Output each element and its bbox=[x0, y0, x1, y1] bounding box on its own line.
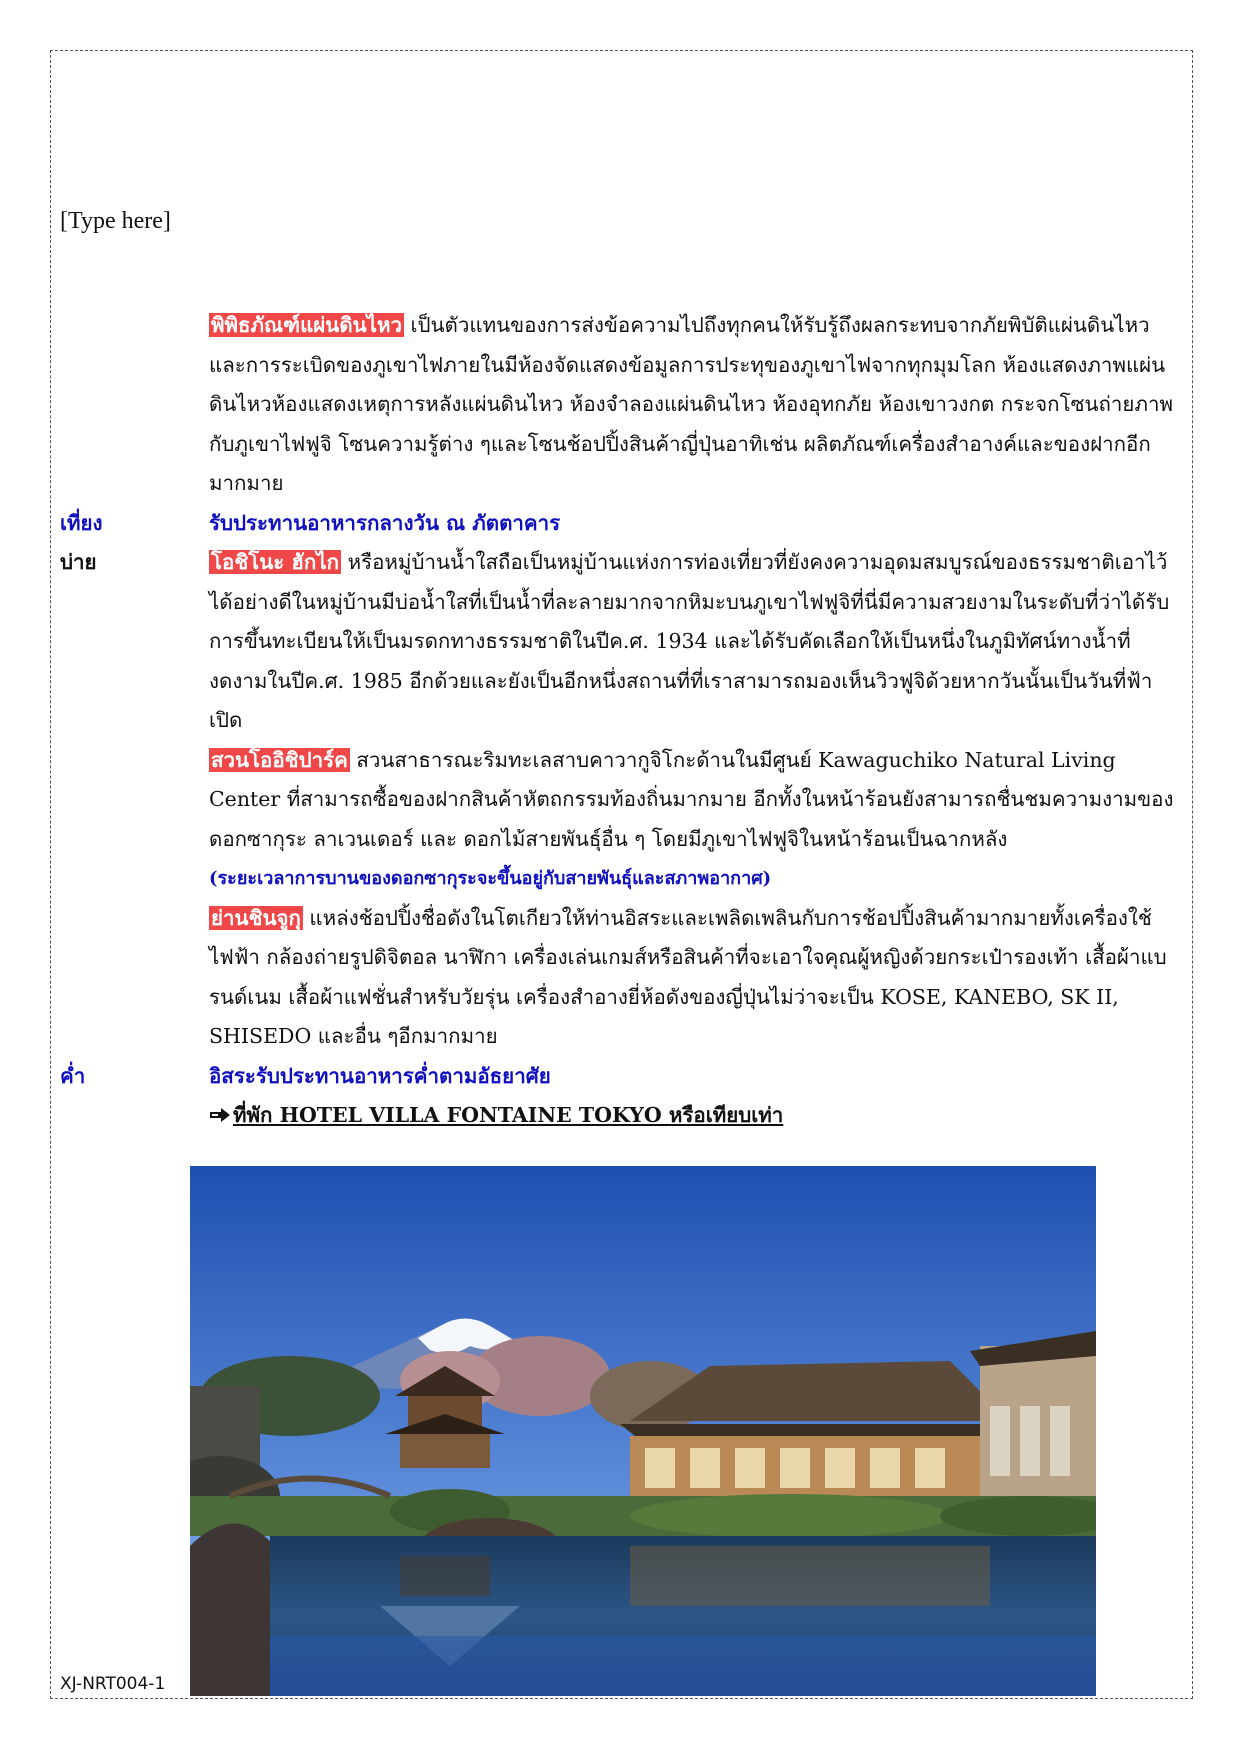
earthquake-museum-text: เป็นตัวแทนของการส่งข้อความไปถึงทุกคนให้รับรู้ถึงผลกระทบจากภัยพิบัติแผ่นดินไหวและการระเบิดของภูเขาไฟภายในมีห้องจัดแสดงข้อมูลการประทุของภูเขาไฟจากทุกมุมโลก ห้องแสดงภาพแผ่นดินไหวห้องแสดงเหตุการหลังแผ่นดินไหว ห้องจำลองแผ่นดินไหว ห้องอุทกภัย ห้องเขาวงกต กระจกโซนถ่ายภาพกับภูเขาไฟฟูจิ โซนความรู้ต่าง ๆและโซนช้อปปิ้งสินค้าญี่ปุ่นอาทิเช่น ผลิตภัณฑ์เครื่องสำอางค์และของฝากอีกมากมาย bbox=[209, 313, 1173, 495]
oishi-park-highlight: สวนโออิชิปาร์ค bbox=[211, 747, 348, 772]
intro-label-spacer bbox=[60, 306, 209, 504]
dinner-text: อิสระรับประทานอาหารค่ำตามอัธยาศัย bbox=[209, 1063, 551, 1088]
dinner-row bbox=[60, 1057, 1180, 1097]
intro-paragraph bbox=[209, 306, 1180, 504]
oishi-park-text: สวนสาธารณะริมทะเลสาบคาวากูจิโกะด้านในมีศูนย์ Kawaguchiko Natural Living Center ที่สามารถซื้อของฝากสินค้าหัตถกรรมท้องถิ่นมากมาย อีกทั้งในหน้าร้อนยังสามารถชื่นชมความงามของดอกซากุระ ลาเวนเดอร์ และ ดอกไม้สายพันธุ์อื่น ๆ โดยมีภูเขาไฟฟูจิในหน้าร้อนเป็นฉากหลัง bbox=[209, 747, 1174, 851]
dinner-label: ค่ำ bbox=[60, 1063, 86, 1088]
oshino-paragraph bbox=[209, 543, 1180, 741]
earthquake-museum-highlight: พิพิธภัณฑ์แผ่นดินไหว bbox=[211, 313, 402, 337]
oshino-hakkai-highlight: โอชิโนะ ฮักไก bbox=[211, 550, 340, 574]
afternoon-body bbox=[209, 543, 1180, 1057]
hotel-text: ที่พัก HOTEL VILLA FONTAINE TOKYO หรือเทียบเท่า bbox=[233, 1103, 784, 1127]
header-placeholder: [Type here] bbox=[60, 208, 171, 234]
lunch-label: เที่ยง bbox=[60, 510, 103, 535]
oishi-paragraph bbox=[209, 741, 1180, 860]
shinjuku-text: แหล่งช้อปปิ้งชื่อดังในโตเกียวให้ท่านอิสระและเพลิดเพลินกับการช้อปปิ้งสินค้ามากมายทั้งเครื่องใช้ไฟฟ้า กล้องถ่ายรูปดิจิตอล นาฬิกา เครื่องเล่นเกมส์หรือสินค้าที่จะเอาใจคุณผู้หญิงด้วยกระเป๋ารองเท้า เสื้อผ้าแบรนด์เนม เสื้อผ้าแฟชั่นสำหรับวัยรุ่น เครื่องสำอางยี่ห้อดังของญี่ปุ่นไม่ว่าจะเป็น KOSE, KANEBO, SK II, SHISEDO และอื่น ๆอีกมากมาย bbox=[209, 905, 1167, 1048]
sakura-note: (ระยะเวลาการบานของดอกซากุระจะขึ้นอยู่กับสายพันธุ์และสภาพอากาศ) bbox=[209, 868, 772, 889]
hotel-label-spacer bbox=[60, 1096, 209, 1136]
hotel-row bbox=[60, 1096, 1180, 1136]
hotel-pointer-icon bbox=[209, 1106, 231, 1124]
document-code: XJ-NRT004-1 bbox=[60, 1674, 166, 1694]
intro-row bbox=[60, 306, 1180, 504]
shinjuku-highlight: ย่านชินจูกุ bbox=[211, 905, 301, 930]
lunch-text: รับประทานอาหารกลางวัน ณ ภัตตาคาร bbox=[209, 510, 561, 535]
lunch-row bbox=[60, 504, 1180, 544]
hotel-line bbox=[209, 1096, 1180, 1136]
oshino-hakkai-photo bbox=[190, 1166, 1096, 1696]
oshino-hakkai-illustration bbox=[190, 1166, 1096, 1696]
shinjuku-paragraph bbox=[209, 899, 1180, 1057]
oshino-hakkai-text: หรือหมู่บ้านน้ำใสถือเป็นหมู่บ้านแห่งการท่องเที่ยวที่ยังคงความอุดมสมบูรณ์ของธรรมชาติเอาไว้ได้อย่างดีในหมู่บ้านมีบ่อน้ำใสที่เป็นน้ำที่ละลายมากจากหิมะบนภูเขาไฟฟูจิที่นี่มีความสวยงามในระดับที่ว่าได้รับการขึ้นทะเบียนให้เป็นมรดกทางธรรมชาติในปีค.ศ. 1934 และได้รับคัดเลือกให้เป็นหนึ่งในภูมิทัศน์ทางน้ำที่งดงามในปีค.ศ. 1985 อีกด้วยและยังเป็นอีกหนึ่งสถานที่ที่เราสามารถมองเห็นวิวฟูจิด้วยหากวันนั้นเป็นวันที่ฟ้าเปิด bbox=[209, 550, 1170, 732]
afternoon-row bbox=[60, 543, 1180, 1057]
afternoon-label: บ่าย bbox=[60, 550, 97, 574]
itinerary-content bbox=[60, 306, 1180, 1136]
